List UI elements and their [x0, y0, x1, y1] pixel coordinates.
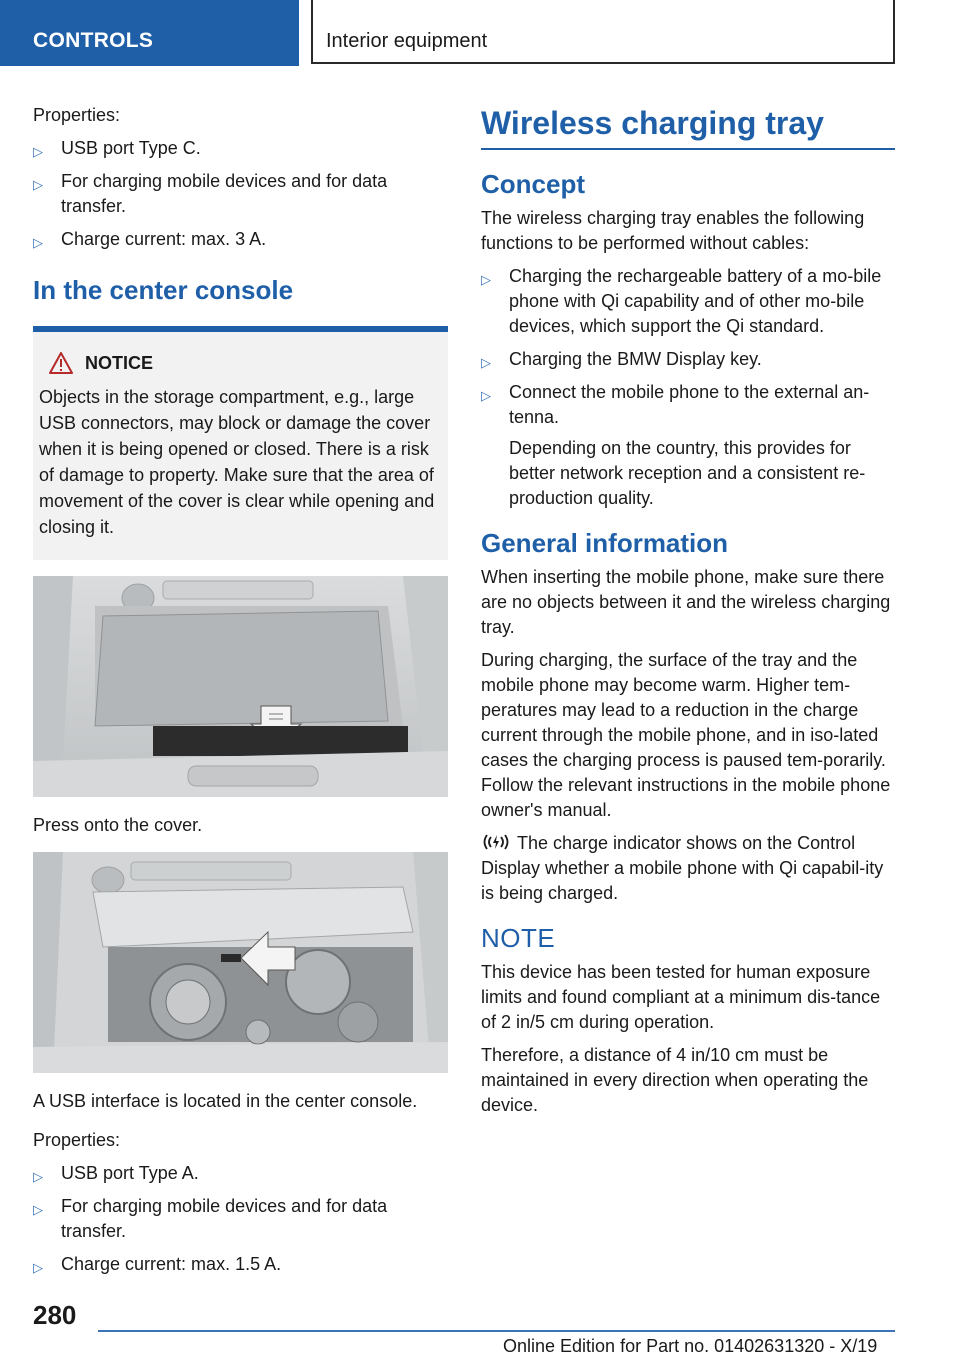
triangle-right-icon: ▷	[481, 388, 491, 403]
footer-edition: Online Edition for Part no. 01402631320 - X/19	[503, 1336, 878, 1356]
header-chapter: Interior equipment	[311, 0, 895, 64]
heading-general-information: General information	[481, 528, 729, 558]
title-rule	[481, 148, 895, 150]
photo-storage-cover	[33, 576, 448, 797]
notice-text: Objects in the storage compartment, e.g., large USB connectors, may block or damage the cover when it is being opened or closed. There is a risk of damage to property. Make sure that the area of movement of the cover is clear while opening and closing it.	[39, 387, 435, 537]
notice-header	[49, 350, 440, 376]
triangle-right-icon: ▷	[481, 272, 491, 287]
properties-list-1	[33, 136, 448, 252]
page-title: Wireless charging tray	[481, 105, 824, 141]
triangle-right-icon: ▷	[33, 235, 43, 250]
photo-usb-interface	[33, 852, 448, 1073]
list-item	[33, 1252, 448, 1277]
triangle-right-icon: ▷	[33, 1260, 43, 1275]
list-item-text: For charging mobile devices and for data transfer.	[61, 171, 388, 216]
list-item-text: Charging the rechargeable battery of a mo-bile phone with Qi capability and of other mo-bile devices, which support the Qi standard.	[509, 266, 882, 336]
triangle-right-icon: ▷	[481, 355, 491, 370]
concept-intro: The wireless charging tray enables the following functions to be performed without cables:	[481, 208, 865, 253]
triangle-right-icon: ▷	[33, 144, 43, 159]
list-item	[481, 380, 895, 430]
general-p3-wrapper	[481, 831, 895, 906]
heading-concept: Concept	[481, 169, 585, 199]
heading-note: NOTE	[481, 923, 556, 953]
properties-list-2	[33, 1161, 448, 1277]
general-p3: The charge indicator shows on the Control Display whether a mobile phone with Qi capabil-ity is being charged.	[481, 833, 884, 903]
list-item-text: Charge current: max. 3 A.	[61, 229, 267, 249]
concept-list	[481, 264, 895, 430]
caption-press-cover: Press onto the cover.	[33, 815, 203, 835]
notice-title: NOTICE	[85, 353, 154, 373]
warning-triangle-icon	[49, 352, 73, 374]
triangle-right-icon: ▷	[33, 1169, 43, 1184]
caption-usb-interface: A USB interface is located in the center console.	[33, 1091, 418, 1111]
page-number: 280	[33, 1300, 77, 1330]
header-section: CONTROLS	[0, 0, 299, 66]
notice-box	[33, 332, 448, 560]
triangle-right-icon: ▷	[33, 1202, 43, 1217]
note-p2: Therefore, a distance of 4 in/10 cm must be maintained in every direction when operating the device.	[481, 1045, 869, 1115]
list-item-text: For charging mobile devices and for data transfer.	[61, 1196, 388, 1241]
list-item-text: Charging the BMW Display key.	[509, 349, 762, 369]
list-item	[33, 1194, 448, 1244]
list-item	[33, 169, 448, 219]
list-item-text: Connect the mobile phone to the external an-tenna.	[509, 382, 870, 427]
note-p1: This device has been tested for human exposure limits and found compliant at a minimum dis-tance of 2 in/5 cm during operation.	[481, 962, 881, 1032]
right-column	[481, 103, 895, 1126]
left-column	[33, 103, 448, 1285]
section-heading-center-console: In the center console	[33, 275, 294, 305]
list-item-text: Charge current: max. 1.5 A.	[61, 1254, 282, 1274]
list-item-text: USB port Type A.	[61, 1163, 199, 1183]
footer-rule	[98, 1330, 895, 1332]
properties-label: Properties:	[33, 105, 121, 125]
properties-label-2: Properties:	[33, 1130, 121, 1150]
list-item	[33, 227, 448, 252]
list-item	[481, 347, 895, 372]
list-item	[481, 264, 895, 339]
general-p1: When inserting the mobile phone, make sure there are no objects between it and the wireless charging tray.	[481, 567, 891, 637]
list-item	[33, 1161, 448, 1186]
list-item	[33, 136, 448, 161]
wireless-charge-icon	[481, 832, 511, 852]
list-item-text: USB port Type C.	[61, 138, 201, 158]
general-p2: During charging, the surface of the tray and the mobile phone may become warm. Higher tem-peratures may lead to a reduction in the charge current through the mobile phone, and in iso-lated cases the charging process is paused tem-porarily. Follow the relevant instructions in the mobile phone owner's manual.	[481, 650, 891, 820]
triangle-right-icon: ▷	[33, 177, 43, 192]
concept-sub-text: Depending on the country, this provides for better network reception and a consistent re-production quality.	[509, 438, 866, 508]
